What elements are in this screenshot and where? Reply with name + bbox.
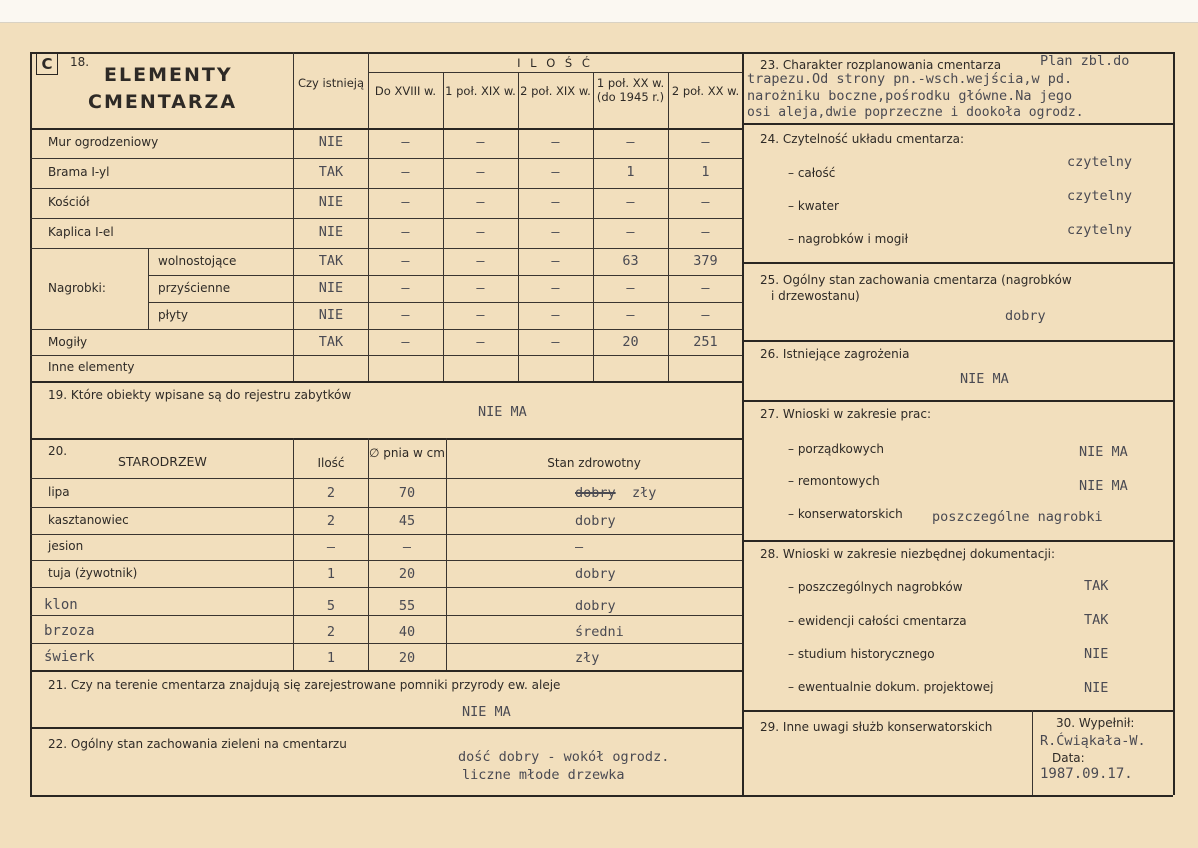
tree-name: jesion bbox=[48, 539, 84, 553]
tree-health: – bbox=[575, 539, 584, 555]
element-qty-value: – bbox=[701, 280, 710, 296]
element-qty-value: – bbox=[401, 224, 410, 240]
col-header-qty: Ilość bbox=[317, 456, 345, 470]
qty-column-header: Do XVIII w. bbox=[374, 84, 437, 98]
element-qty-value: – bbox=[476, 253, 485, 269]
element-qty-value: – bbox=[626, 280, 635, 296]
element-qty-value: – bbox=[701, 194, 710, 210]
col-header-diam: ∅ pnia w cm bbox=[369, 446, 445, 460]
element-qty-value: 379 bbox=[693, 253, 718, 269]
filled-date: 1987.09.17. bbox=[1040, 766, 1133, 782]
documentation-item-value: NIE bbox=[1084, 680, 1109, 696]
element-qty-value: – bbox=[551, 253, 560, 269]
section-letter-box: C bbox=[36, 53, 58, 75]
works-item-value: NIE MA bbox=[1079, 444, 1128, 460]
row-line-1 bbox=[30, 158, 742, 159]
element-row-label: płyty bbox=[158, 308, 188, 322]
section-22-line-1: dość dobry - wokół ogrodz. bbox=[458, 749, 670, 765]
s20-line-5 bbox=[30, 615, 742, 616]
section-30-label: 30. Wypełnił: bbox=[1056, 716, 1135, 730]
s18-header-bottom bbox=[30, 128, 742, 130]
section-18-number: 18. bbox=[70, 55, 90, 69]
row-line-7 bbox=[30, 329, 742, 330]
tree-name: klon bbox=[44, 597, 78, 613]
filled-by-name: R.Ćwiąkała-W. bbox=[1040, 733, 1146, 749]
tree-qty: 2 bbox=[326, 485, 336, 501]
section-21-label: 21. Czy na terenie cmentarza znajdują się zarejestrowane pomniki przyrody ew. aleje bbox=[48, 678, 561, 692]
element-exists-value: NIE bbox=[318, 224, 344, 240]
s20-line-1 bbox=[30, 507, 742, 508]
qty-header: I L O Ś Ć bbox=[517, 56, 593, 70]
tree-name: kasztanowiec bbox=[48, 513, 129, 527]
section-25-value: dobry bbox=[1005, 308, 1046, 324]
readability-item-label: – nagrobków i mogił bbox=[788, 232, 909, 246]
nagrobki-label: Nagrobki: bbox=[48, 281, 106, 295]
paper-top-edge bbox=[0, 0, 1198, 23]
element-row-label: Inne elementy bbox=[48, 360, 135, 374]
element-qty-value: – bbox=[551, 224, 560, 240]
qty-header-line bbox=[368, 72, 742, 73]
section-23-line-4: osi aleja,dwie poprzeczne i dookoła ogrodz. bbox=[747, 105, 1084, 120]
documentation-item-label: – ewentualnie dokum. projektowej bbox=[788, 680, 994, 694]
tree-name: lipa bbox=[48, 485, 70, 499]
qty-column-header: 1 poł. XIX w. bbox=[445, 84, 516, 98]
section-20-number: 20. bbox=[48, 444, 68, 458]
tree-qty: – bbox=[326, 539, 336, 555]
tree-diameter: 70 bbox=[398, 485, 416, 501]
documentation-item-label: – studium historycznego bbox=[788, 647, 935, 661]
documentation-item-label: – poszczególnych nagrobków bbox=[788, 580, 963, 594]
row-line-8 bbox=[30, 355, 742, 356]
col-header-health: Stan zdrowotny bbox=[547, 456, 641, 470]
readability-item-value: czytelny bbox=[1067, 188, 1133, 204]
element-qty-value: – bbox=[626, 224, 635, 240]
element-qty-value: 1 bbox=[701, 164, 710, 180]
element-qty-value: – bbox=[551, 307, 560, 323]
tree-health: dobry bbox=[575, 566, 616, 582]
s20-bottom bbox=[30, 670, 742, 672]
documentation-item-value: TAK bbox=[1084, 578, 1109, 594]
row-line-5 bbox=[148, 275, 742, 276]
frame-bottom bbox=[30, 795, 1173, 797]
element-exists-value: TAK bbox=[318, 253, 344, 269]
section-22-line-2: liczne młode drzewka bbox=[462, 767, 625, 783]
s27-bottom bbox=[742, 540, 1173, 542]
s20-line-6 bbox=[30, 643, 742, 644]
works-item-value: NIE MA bbox=[1079, 478, 1128, 494]
s20-line-3 bbox=[30, 560, 742, 561]
element-qty-value: – bbox=[476, 280, 485, 296]
element-qty-value: – bbox=[401, 280, 410, 296]
section-25-label-2: i drzewostanu) bbox=[771, 289, 860, 303]
readability-item-label: – kwater bbox=[788, 199, 839, 213]
element-qty-value: 20 bbox=[622, 334, 639, 350]
s20-line-2 bbox=[30, 534, 742, 535]
works-item-label: – konserwatorskich bbox=[788, 507, 903, 521]
section-26-label: 26. Istniejące zagrożenia bbox=[760, 347, 910, 361]
documentation-item-value: NIE bbox=[1084, 646, 1109, 662]
element-exists-value: NIE bbox=[318, 280, 344, 296]
section-25-label-1: 25. Ogólny stan zachowania cmentarza (nagrobków bbox=[760, 273, 1072, 287]
element-qty-value: – bbox=[401, 134, 410, 150]
s20-line-4 bbox=[30, 587, 742, 588]
date-label: Data: bbox=[1052, 751, 1085, 765]
readability-item-value: czytelny bbox=[1067, 222, 1133, 238]
section-23-label: 23. Charakter rozplanowania cmentarza bbox=[760, 58, 1002, 72]
s20-col-health bbox=[446, 438, 447, 670]
element-row-label: przyścienne bbox=[158, 281, 231, 295]
section-28-label: 28. Wnioski w zakresie niezbędnej dokumentacji: bbox=[760, 547, 1056, 561]
tree-health: średni bbox=[575, 624, 624, 640]
tree-diameter: 55 bbox=[398, 598, 416, 614]
element-qty-value: – bbox=[401, 307, 410, 323]
frame-left bbox=[30, 52, 32, 795]
element-qty-value: – bbox=[551, 194, 560, 210]
row-line-4 bbox=[30, 248, 742, 249]
col-line-nagrobki bbox=[148, 248, 149, 329]
readability-item-value: czytelny bbox=[1067, 154, 1133, 170]
s24-bottom bbox=[742, 262, 1173, 264]
element-qty-value: – bbox=[626, 307, 635, 323]
element-qty-value: 251 bbox=[693, 334, 718, 350]
works-item-label: – remontowych bbox=[788, 474, 880, 488]
tree-health: dobry bbox=[575, 513, 616, 529]
s21-bottom bbox=[30, 727, 742, 729]
section-18-title-1: ELEMENTY bbox=[104, 64, 233, 86]
s26-bottom bbox=[742, 400, 1173, 402]
section-23-line-1: Plan zbl.do bbox=[1040, 53, 1130, 69]
element-qty-value: – bbox=[401, 334, 410, 350]
row-line-3 bbox=[30, 218, 742, 219]
element-qty-value: – bbox=[476, 194, 485, 210]
element-row-label: Brama I-yl bbox=[48, 165, 110, 179]
element-exists-value: TAK bbox=[318, 164, 344, 180]
tree-qty: 2 bbox=[326, 624, 336, 640]
s20-line-0 bbox=[30, 478, 742, 479]
s29-s30-divider bbox=[1032, 710, 1033, 795]
element-qty-value: – bbox=[401, 253, 410, 269]
element-qty-value: 63 bbox=[622, 253, 639, 269]
readability-item-label: – całość bbox=[788, 166, 836, 180]
col-line-c1 bbox=[368, 52, 369, 381]
tree-qty: 5 bbox=[326, 598, 336, 614]
element-qty-value: – bbox=[551, 134, 560, 150]
element-qty-value: – bbox=[551, 280, 560, 296]
qty-column-header: 2 poł. XIX w. bbox=[520, 84, 591, 98]
tree-qty: 1 bbox=[326, 566, 336, 582]
element-row-label: Mogiły bbox=[48, 335, 88, 349]
element-row-label: wolnostojące bbox=[158, 254, 237, 268]
qty-column-header: 1 poł. XX w. (do 1945 r.) bbox=[596, 76, 665, 104]
tree-qty: 1 bbox=[326, 650, 336, 666]
frame-top bbox=[30, 52, 1173, 54]
section-22-label: 22. Ogólny stan zachowania zieleni na cmentarzu bbox=[48, 737, 347, 751]
s28-bottom bbox=[742, 710, 1173, 712]
tree-diameter: 45 bbox=[398, 513, 416, 529]
tree-diameter: – bbox=[402, 539, 412, 555]
tree-health: dobry bbox=[575, 598, 616, 614]
section-23-line-3: narożniku boczne,pośrodku główne.Na jego bbox=[747, 88, 1073, 104]
works-item-label: – porządkowych bbox=[788, 442, 884, 456]
element-qty-value: – bbox=[476, 164, 485, 180]
element-qty-value: 1 bbox=[626, 164, 635, 180]
element-exists-value: TAK bbox=[318, 334, 344, 350]
tree-name: świerk bbox=[44, 649, 95, 665]
element-qty-value: – bbox=[551, 164, 560, 180]
element-qty-value: – bbox=[701, 224, 710, 240]
element-row-label: Kościół bbox=[48, 195, 90, 209]
section-21-value: NIE MA bbox=[462, 704, 511, 720]
s19-bottom bbox=[30, 438, 742, 440]
section-23-line-2: trapezu.Od strony pn.-wsch.wejścia,w pd. bbox=[747, 71, 1073, 87]
qty-column-header: 2 poł. XX w. bbox=[671, 84, 740, 98]
element-qty-value: – bbox=[476, 334, 485, 350]
element-qty-value: – bbox=[701, 134, 710, 150]
tree-name: brzoza bbox=[44, 623, 95, 639]
element-qty-value: – bbox=[476, 307, 485, 323]
documentation-item-value: TAK bbox=[1084, 612, 1109, 628]
documentation-item-label: – ewidencji całości cmentarza bbox=[788, 614, 967, 628]
element-exists-value: NIE bbox=[318, 194, 344, 210]
element-qty-value: – bbox=[401, 194, 410, 210]
element-qty-value: – bbox=[551, 334, 560, 350]
element-row-label: Mur ogrodzeniowy bbox=[48, 135, 159, 149]
frame-right bbox=[1173, 52, 1175, 795]
tree-health-struck: dobry bbox=[575, 485, 616, 501]
tree-health: zły bbox=[575, 650, 600, 666]
section-19-label: 19. Które obiekty wpisane są do rejestru zabytków bbox=[48, 388, 352, 402]
tree-diameter: 20 bbox=[398, 566, 416, 582]
element-row-label: Kaplica I-el bbox=[48, 225, 114, 239]
col-line-exists bbox=[293, 52, 294, 381]
col-header-exists: Czy istnieją bbox=[297, 76, 365, 90]
section-19-value: NIE MA bbox=[478, 404, 527, 420]
section-27-label: 27. Wnioski w zakresie prac: bbox=[760, 407, 932, 421]
section-20-title: STARODRZEW bbox=[118, 454, 207, 469]
row-line-6 bbox=[148, 302, 742, 303]
element-qty-value: – bbox=[626, 134, 635, 150]
tree-diameter: 40 bbox=[398, 624, 416, 640]
section-26-value: NIE MA bbox=[960, 371, 1009, 387]
element-exists-value: NIE bbox=[318, 134, 344, 150]
element-qty-value: – bbox=[476, 224, 485, 240]
s25-bottom bbox=[742, 340, 1173, 342]
element-qty-value: – bbox=[626, 194, 635, 210]
tree-diameter: 20 bbox=[398, 650, 416, 666]
section-24-label: 24. Czytelność układu cmentarza: bbox=[760, 132, 965, 146]
element-exists-value: NIE bbox=[318, 307, 344, 323]
row-line-2 bbox=[30, 188, 742, 189]
tree-health: zły bbox=[632, 485, 657, 501]
s23-bottom bbox=[742, 123, 1173, 125]
works-item-value: poszczególne nagrobki bbox=[932, 509, 1103, 525]
element-qty-value: – bbox=[701, 307, 710, 323]
tree-qty: 2 bbox=[326, 513, 336, 529]
section-29-label: 29. Inne uwagi służb konserwatorskich bbox=[760, 720, 993, 734]
s18-bottom bbox=[30, 381, 742, 383]
tree-name: tuja (żywotnik) bbox=[48, 566, 138, 580]
element-qty-value: – bbox=[401, 164, 410, 180]
section-18-title-2: CMENTARZA bbox=[88, 91, 238, 113]
element-qty-value: – bbox=[476, 134, 485, 150]
